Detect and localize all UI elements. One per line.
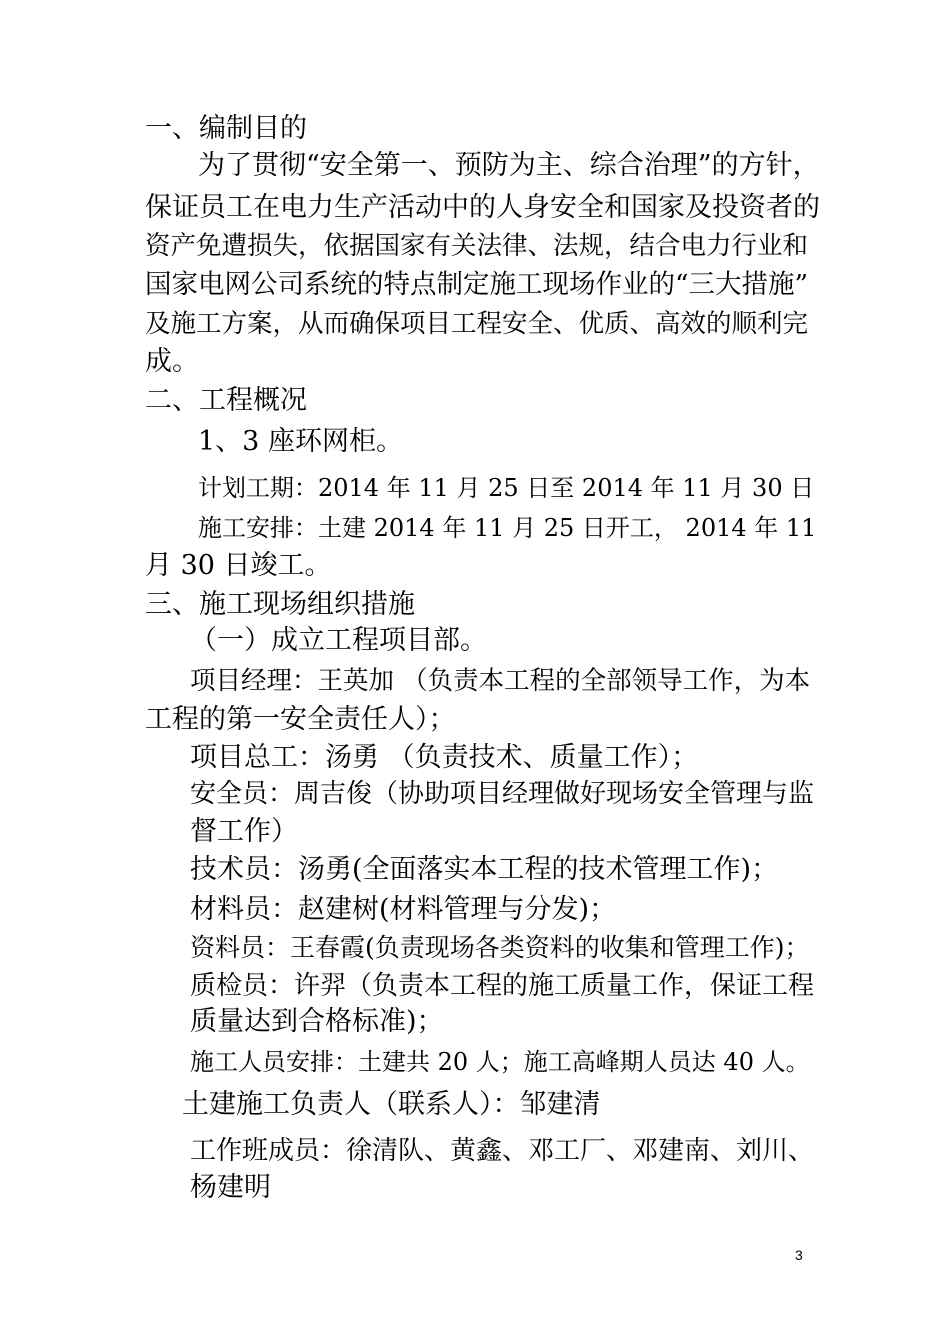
schedule-line: 计划工期：2014 年 11 月 25 日至 2014 年 11 月 30 日 bbox=[198, 474, 815, 502]
schedule-line: 月 30 日竣工。 bbox=[145, 550, 332, 581]
section-heading-2: 二、工程概况 bbox=[145, 385, 307, 416]
staff-line: 项目经理：王英加 （负责本工程的全部领导工作，为本 bbox=[190, 666, 811, 696]
staff-line: 督工作） bbox=[190, 816, 298, 847]
paragraph-line: 保证员工在电力生产活动中的人身安全和国家及投资者的 bbox=[145, 192, 820, 223]
staff-line: 土建施工负责人（联系人）：邹建清 bbox=[182, 1089, 601, 1120]
page-number: 3 bbox=[795, 1247, 803, 1263]
staff-line: 项目总工：汤勇 （负责技术、质量工作）； bbox=[190, 742, 699, 773]
paragraph-line: 为了贯彻“安全第一、预防为主、综合治理”的方针， bbox=[198, 150, 820, 181]
staff-line: 杨建明 bbox=[190, 1172, 271, 1203]
paragraph-line: 资产免遭损失，依据国家有关法律、法规，结合电力行业和 bbox=[145, 231, 809, 261]
staff-line: 施工人员安排：土建共 20 人；施工高峰期人员达 40 人。 bbox=[190, 1048, 810, 1076]
staff-line: 资料员：王春霞(负责现场各类资料的收集和管理工作)； bbox=[190, 933, 810, 962]
paragraph-line: 成。 bbox=[145, 346, 199, 377]
staff-line: 技术员：汤勇(全面落实本工程的技术管理工作)； bbox=[190, 854, 779, 885]
staff-line: 质检员：许羿（负责本工程的施工质量工作，保证工程 bbox=[190, 971, 815, 1001]
paragraph-line: 国家电网公司系统的特点制定施工现场作业的“三大措施” bbox=[145, 269, 809, 300]
section-heading-3: 三、施工现场组织措施 bbox=[145, 589, 415, 620]
subsection-heading: （一）成立工程项目部。 bbox=[190, 625, 487, 656]
section-heading-1: 一、编制目的 bbox=[145, 113, 307, 144]
schedule-line: 施工安排：土建 2014 年 11 月 25 日开工， 2014 年 11 bbox=[198, 514, 817, 542]
staff-line: 工作班成员：徐清队、黄鑫、邓工厂、邓建南、刘川、 bbox=[190, 1136, 815, 1166]
staff-line: 质量达到合格标准)； bbox=[190, 1006, 444, 1037]
paragraph-line: 及施工方案，从而确保项目工程安全、优质、高效的顺利完 bbox=[145, 309, 809, 339]
staff-line: 材料员：赵建树(材料管理与分发)； bbox=[190, 894, 617, 925]
staff-line: 工程的第一安全责任人）； bbox=[145, 704, 456, 735]
staff-line: 安全员：周吉俊（协助项目经理做好现场安全管理与监 bbox=[190, 779, 815, 809]
list-item: 1、3 座环网柜。 bbox=[198, 426, 403, 457]
